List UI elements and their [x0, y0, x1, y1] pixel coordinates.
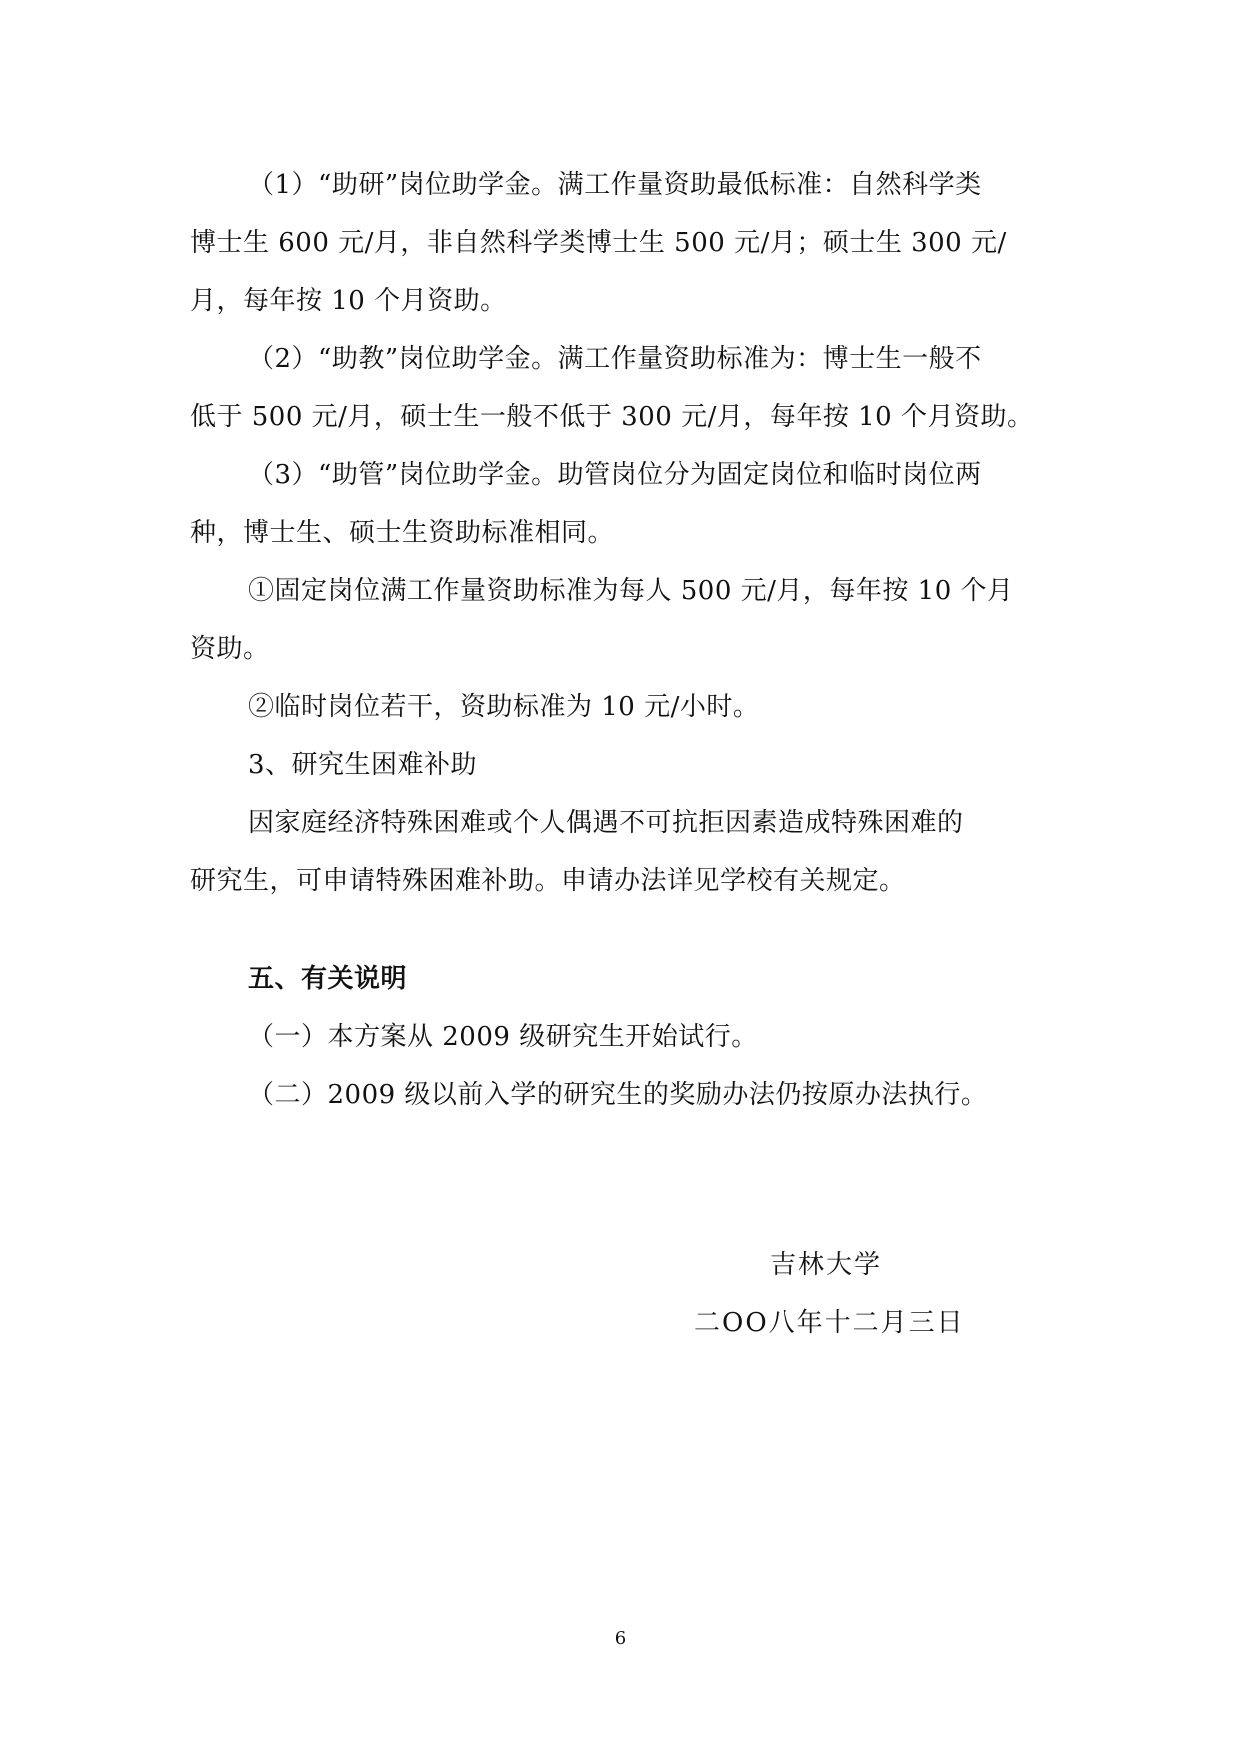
- section-heading: 五、有关说明: [248, 964, 408, 994]
- section-item: （一）本方案从 2009 级研究生开始试行。: [248, 1022, 758, 1052]
- paragraph-line: 低于 500 元/月，硕士生一般不低于 300 元/月，每年按 10 个月资助。: [190, 402, 1034, 432]
- paragraph-line: （1）“助研”岗位助学金。满工作量资助最低标准：自然科学类: [248, 170, 982, 200]
- paragraph-line: 博士生 600 元/月，非自然科学类博士生 500 元/月；硕士生 300 元/: [190, 228, 1007, 258]
- signature-date: 二OO八年十二月三日: [694, 1308, 965, 1338]
- paragraph-line: （2）“助教”岗位助学金。满工作量资助标准为：博士生一般不: [248, 344, 982, 374]
- paragraph-line: 种，博士生、硕士生资助标准相同。: [190, 518, 615, 548]
- paragraph-line: （3）“助管”岗位助学金。助管岗位分为固定岗位和临时岗位两: [248, 460, 982, 490]
- page-number: 6: [614, 1628, 627, 1649]
- section-item: （二）2009 级以前入学的研究生的奖励办法仍按原办法执行。: [248, 1080, 988, 1110]
- signature-organization: 吉林大学: [770, 1250, 883, 1280]
- subsection-title: 3、研究生困难补助: [248, 750, 478, 780]
- paragraph-line: 研究生，可申请特殊困难补助。申请办法详见学校有关规定。: [190, 866, 906, 896]
- paragraph-line: 因家庭经济特殊困难或个人偶遇不可抗拒因素造成特殊困难的: [248, 808, 964, 838]
- paragraph-line: 资助。: [190, 634, 270, 664]
- paragraph-line: 月，每年按 10 个月资助。: [190, 286, 507, 316]
- paragraph-line: ②临时岗位若干，资助标准为 10 元/小时。: [248, 692, 760, 722]
- paragraph-line: ①固定岗位满工作量资助标准为每人 500 元/月，每年按 10 个月: [248, 576, 1014, 606]
